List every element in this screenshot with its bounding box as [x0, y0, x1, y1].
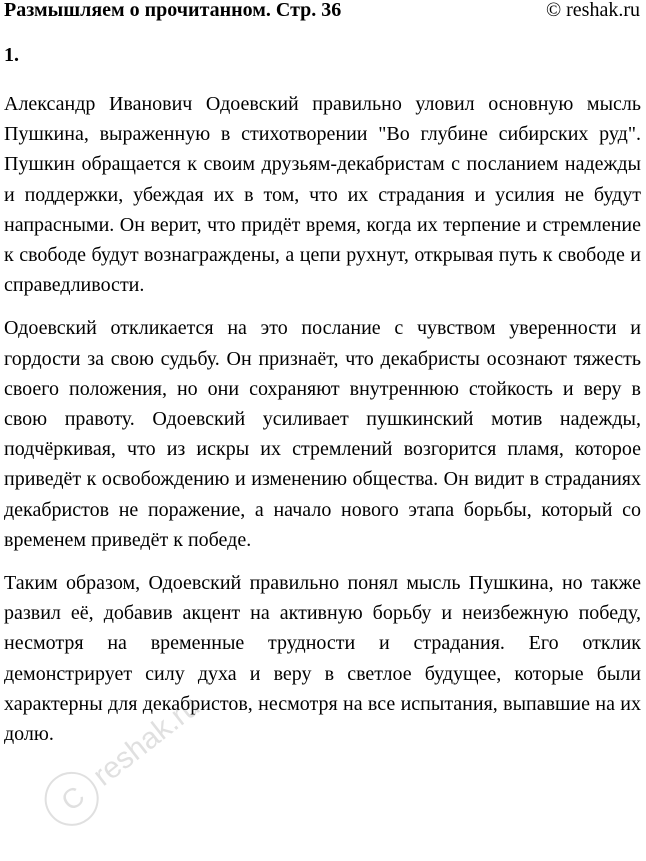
page-title: Размышляем о прочитанном. Стр. 36 — [4, 0, 342, 21]
task-number: 1. — [4, 44, 19, 66]
copyright-label: © reshak.ru — [545, 0, 640, 21]
svg-text:C: C — [55, 780, 91, 818]
paragraph: Таким образом, Одоевский правильно понял мысль Пушкина, но также развил её, добавив акцент на активную борьбу и неизбежную победу, несмотря на временные трудности и страдания. Его отклик демонстрирует силу духа и веру в светлое будущее, которые были характерны для декабристов, несмотря на все испытания, выпавшие на их долю. — [4, 572, 641, 746]
answer-text — [4, 89, 641, 762]
paragraph: Одоевский откликается на это послание с чувством уверенности и гордости за свою судьбу. Он признаёт, что декабристы осознают тяжесть своего положения, но они сохраняют внутреннюю стойкость и веру в свою правоту. Одоевский усиливает пушкинский мотив надежды, подчёркивая, что из искры их стремлений возгорится пламя, которое приведёт к освобождению и изменению общества. Он видит в страданиях декабристов не поражение, а начало нового этапа борьбы, который со временем приведёт к победе. — [4, 317, 641, 551]
watermark-text: reshak.ru — [87, 689, 206, 793]
page-header — [4, 0, 640, 23]
paragraph: Александр Иванович Одоевский правильно уловил основную мысль Пушкина, выраженную в стихотворении "Во глубине сибирских руд". Пушкин обращается к своим друзьям-декабристам с посланием надежды и поддержки, убеждая их в том, что их страдания и усилия не будут напрасными. Он верит, что придёт время, когда их терпение и стремление к свободе будут вознаграждены, а цепи рухнут, открывая путь к свободе и справедливости. — [4, 93, 641, 297]
